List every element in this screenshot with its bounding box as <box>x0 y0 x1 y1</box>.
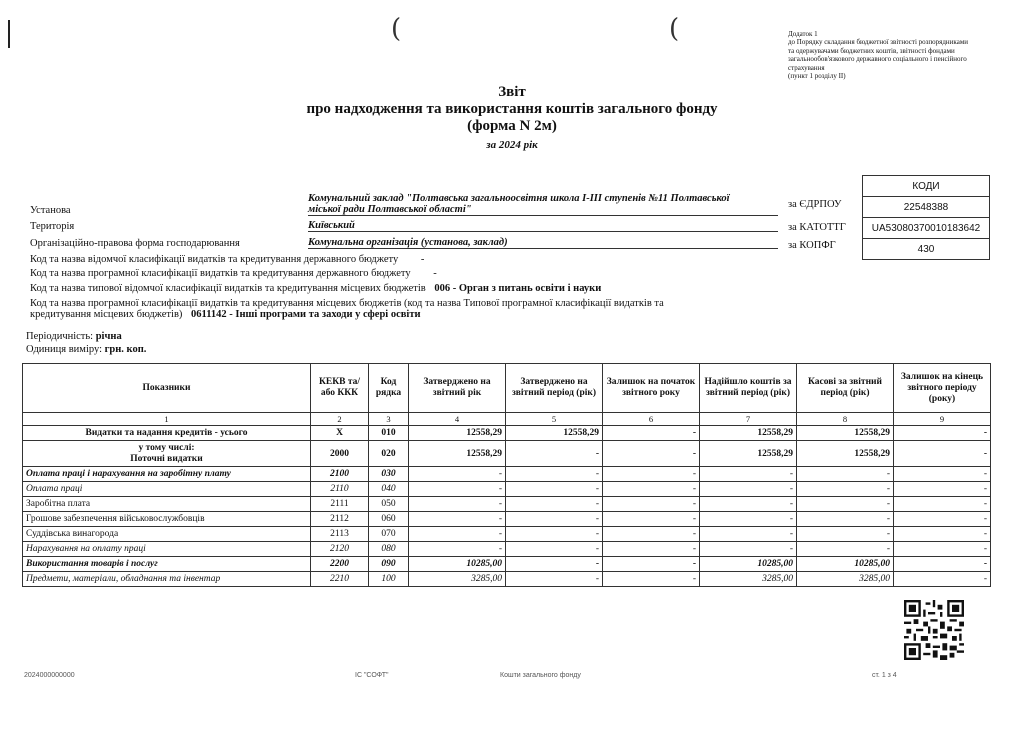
codes-table <box>862 175 990 260</box>
row-kekv: 2200 <box>311 557 369 572</box>
unit-label: Одиниця виміру: <box>26 344 102 355</box>
territory-value: Київський <box>308 220 778 232</box>
row-value: - <box>506 512 603 527</box>
row-value: - <box>603 542 700 557</box>
row-value: - <box>506 482 603 497</box>
periodicity-label: Періодичність: <box>26 331 94 342</box>
row-kekv: 2100 <box>311 467 369 482</box>
row-name <box>23 441 311 467</box>
row-value: 12558,29 <box>700 441 797 467</box>
annex-line: загальнообов'язкового державного соціального і пенсійного <box>788 55 967 64</box>
dept-classification-line <box>30 254 424 265</box>
row-value: - <box>603 467 700 482</box>
column-number: 8 <box>797 413 894 426</box>
institution-label: Установа <box>30 205 71 216</box>
footer-software: ІС "СОФТ" <box>355 672 389 679</box>
annex-line: та одержувачами бюджетних коштів, звітності фондами <box>788 46 955 55</box>
row-value: - <box>797 467 894 482</box>
row-value: - <box>506 542 603 557</box>
codes-header: КОДИ <box>863 176 990 197</box>
report-period: за 2024 рік <box>486 139 538 151</box>
row-value: 3285,00 <box>797 572 894 587</box>
row-value: 12558,29 <box>409 426 506 441</box>
column-number: 9 <box>894 413 991 426</box>
row-value: - <box>700 542 797 557</box>
annex-line: страхування <box>788 63 825 72</box>
column-header: Надійшло коштів за звітний період (рік) <box>700 364 797 413</box>
row-value: 12558,29 <box>797 426 894 441</box>
row-value: - <box>700 482 797 497</box>
typical-classification-line <box>30 283 601 294</box>
local-program-line <box>30 298 770 320</box>
annex-line: до Порядку складання бюджетної звітності розпорядниками <box>788 38 969 47</box>
annex-note <box>788 30 1008 80</box>
qr-code <box>904 600 964 660</box>
local-program-label-2: кредитування місцевих бюджетів) <box>30 309 183 320</box>
punch-hole-mark: ( <box>669 14 680 44</box>
footer-left: 2024000000000 <box>24 672 75 679</box>
report-table <box>22 363 991 587</box>
column-header: Залишок на кінець звітного періоду (року) <box>894 364 991 413</box>
row-value: 10285,00 <box>700 557 797 572</box>
row-name-line: Поточні видатки <box>130 453 203 464</box>
row-value: - <box>603 527 700 542</box>
state-program-label: Код та назва програмної класифікації видатків та кредитування державного бюджету <box>30 268 411 279</box>
row-value: 3285,00 <box>700 572 797 587</box>
edrpou-code: 22548388 <box>863 197 990 218</box>
row-value: - <box>700 467 797 482</box>
typical-classification-label: Код та назва типової відомчої класифікації видатків та кредитування місцевих бюджетів <box>30 283 426 294</box>
column-header: Затверджено на звітний рік <box>409 364 506 413</box>
row-kekv: 2110 <box>311 482 369 497</box>
footer-page: ст. 1 з 4 <box>872 672 897 679</box>
table-row <box>23 557 991 572</box>
row-value: - <box>894 557 991 572</box>
footer-fund: Кошти загального фонду <box>500 672 581 679</box>
column-number: 4 <box>409 413 506 426</box>
row-value: 12558,29 <box>797 441 894 467</box>
punch-hole-mark: ( <box>391 14 402 44</box>
column-number: 5 <box>506 413 603 426</box>
row-code: 030 <box>369 467 409 482</box>
table-row <box>23 572 991 587</box>
dept-classification-label: Код та назва відомчої класифікації видатків та кредитування державного бюджету <box>30 254 399 265</box>
katottg-code: UA53080370010183642 <box>863 218 990 239</box>
table-row <box>23 467 991 482</box>
column-header: Затверджено на звітний період (рік) <box>506 364 603 413</box>
state-program-value: - <box>433 268 437 279</box>
row-name: Предмети, матеріали, обладнання та інвентар <box>23 572 311 587</box>
table-row <box>23 527 991 542</box>
row-kekv: 2120 <box>311 542 369 557</box>
unit-value: грн. коп. <box>104 344 147 355</box>
row-code: 010 <box>369 426 409 441</box>
table-row <box>23 542 991 557</box>
row-value: - <box>409 542 506 557</box>
row-value: - <box>506 572 603 587</box>
column-number-row <box>23 413 991 426</box>
row-value: - <box>894 441 991 467</box>
periodicity <box>26 331 122 342</box>
row-code: 070 <box>369 527 409 542</box>
column-header: Залишок на початок звітного року <box>603 364 700 413</box>
row-value: - <box>894 467 991 482</box>
annex-line: Додаток 1 <box>788 30 818 38</box>
local-program-value: 0611142 - Інші програми та заходи у сфері освіти <box>191 309 421 320</box>
table-row <box>23 426 991 441</box>
row-value: - <box>894 497 991 512</box>
column-number: 1 <box>23 413 311 426</box>
row-value: 10285,00 <box>797 557 894 572</box>
row-value: - <box>894 542 991 557</box>
row-value: - <box>409 527 506 542</box>
row-kekv: 2113 <box>311 527 369 542</box>
row-name-line: у тому числі: <box>138 442 195 453</box>
typical-classification-value: 006 - Орган з питань освіти і науки <box>434 283 602 294</box>
row-value: - <box>603 557 700 572</box>
table-row <box>23 512 991 527</box>
column-number: 3 <box>369 413 409 426</box>
kopfg-label: за КОПФГ <box>788 240 836 251</box>
edrpou-label: за ЄДРПОУ <box>788 199 842 210</box>
row-name: Видатки та надання кредитів - усього <box>23 426 311 441</box>
column-number: 7 <box>700 413 797 426</box>
row-name: Заробітна плата <box>23 497 311 512</box>
row-value: - <box>409 497 506 512</box>
local-program-label: Код та назва програмної класифікації видатків та кредитування місцевих бюджетів (код та назва Типової програмної класифікації видатків та <box>30 298 664 309</box>
row-code: 060 <box>369 512 409 527</box>
row-name: Використання товарів і послуг <box>23 557 311 572</box>
column-header: КЕКВ та/або ККК <box>311 364 369 413</box>
row-value: - <box>409 467 506 482</box>
column-number: 2 <box>311 413 369 426</box>
row-value: 12558,29 <box>700 426 797 441</box>
row-value: - <box>700 527 797 542</box>
row-value: - <box>797 497 894 512</box>
row-value: - <box>797 527 894 542</box>
row-value: - <box>506 497 603 512</box>
row-value: - <box>894 482 991 497</box>
row-value: - <box>409 512 506 527</box>
row-value: - <box>506 441 603 467</box>
column-header: Касові за звітний період (рік) <box>797 364 894 413</box>
org-form-label: Організаційно-правова форма господарювання <box>30 238 240 249</box>
scan-edge-mark <box>8 20 10 48</box>
row-code: 100 <box>369 572 409 587</box>
row-kekv: X <box>311 426 369 441</box>
report-title: Звіт <box>498 84 526 100</box>
row-code: 050 <box>369 497 409 512</box>
row-value: - <box>603 497 700 512</box>
row-value: - <box>797 512 894 527</box>
column-header: Показники <box>23 364 311 413</box>
table-row <box>23 482 991 497</box>
institution-value-line: міської ради Полтавської області" <box>308 204 472 215</box>
row-value: - <box>700 497 797 512</box>
row-code: 090 <box>369 557 409 572</box>
institution-value <box>308 193 778 216</box>
report-subtitle: про надходження та використання коштів загального фонду <box>306 101 718 117</box>
institution-value-line: Комунальний заклад "Полтавська загальноосвітня школа І-ІІІ ступенів №11 Полтавської <box>308 193 730 204</box>
row-value: - <box>409 482 506 497</box>
row-value: - <box>700 512 797 527</box>
column-header: Код рядка <box>369 364 409 413</box>
territory-label: Територія <box>30 221 75 232</box>
row-value: - <box>603 512 700 527</box>
row-value: - <box>894 426 991 441</box>
periodicity-value: річна <box>95 331 122 342</box>
row-code: 080 <box>369 542 409 557</box>
kopfg-code: 430 <box>863 239 990 260</box>
table-row <box>23 441 991 467</box>
row-value: - <box>894 527 991 542</box>
local-program-label-cont <box>30 309 770 320</box>
row-value: - <box>603 441 700 467</box>
row-value: - <box>506 527 603 542</box>
row-name: Оплата праці <box>23 482 311 497</box>
report-form: (форма N 2м) <box>467 118 557 134</box>
row-value: - <box>797 482 894 497</box>
dept-classification-value: - <box>420 254 425 265</box>
row-code: 020 <box>369 441 409 467</box>
row-kekv: 2112 <box>311 512 369 527</box>
unit <box>26 344 146 355</box>
row-value: - <box>506 467 603 482</box>
row-value: - <box>603 572 700 587</box>
row-name: Оплата праці і нарахування на заробітну плату <box>23 467 311 482</box>
annex-line: (пункт 1 розділу II) <box>788 72 846 81</box>
row-value: 12558,29 <box>409 441 506 467</box>
state-program-line <box>30 268 437 279</box>
row-value: - <box>603 426 700 441</box>
row-name: Грошове забезпечення військовослужбовців <box>23 512 311 527</box>
row-name: Суддівська винагорода <box>23 527 311 542</box>
row-value: - <box>797 542 894 557</box>
row-name: Нарахування на оплату праці <box>23 542 311 557</box>
row-kekv: 2210 <box>311 572 369 587</box>
row-kekv: 2111 <box>311 497 369 512</box>
row-value: 10285,00 <box>409 557 506 572</box>
row-code: 040 <box>369 482 409 497</box>
row-value: - <box>603 482 700 497</box>
org-form-value: Комунальна організація (установа, заклад) <box>308 237 778 249</box>
row-kekv: 2000 <box>311 441 369 467</box>
row-value: - <box>506 557 603 572</box>
table-row <box>23 497 991 512</box>
column-number: 6 <box>603 413 700 426</box>
katottg-label: за КАТОТТГ <box>788 222 846 233</box>
row-value: 12558,29 <box>506 426 603 441</box>
row-value: - <box>894 512 991 527</box>
row-value: - <box>894 572 991 587</box>
header-row <box>23 364 991 413</box>
row-value: 3285,00 <box>409 572 506 587</box>
